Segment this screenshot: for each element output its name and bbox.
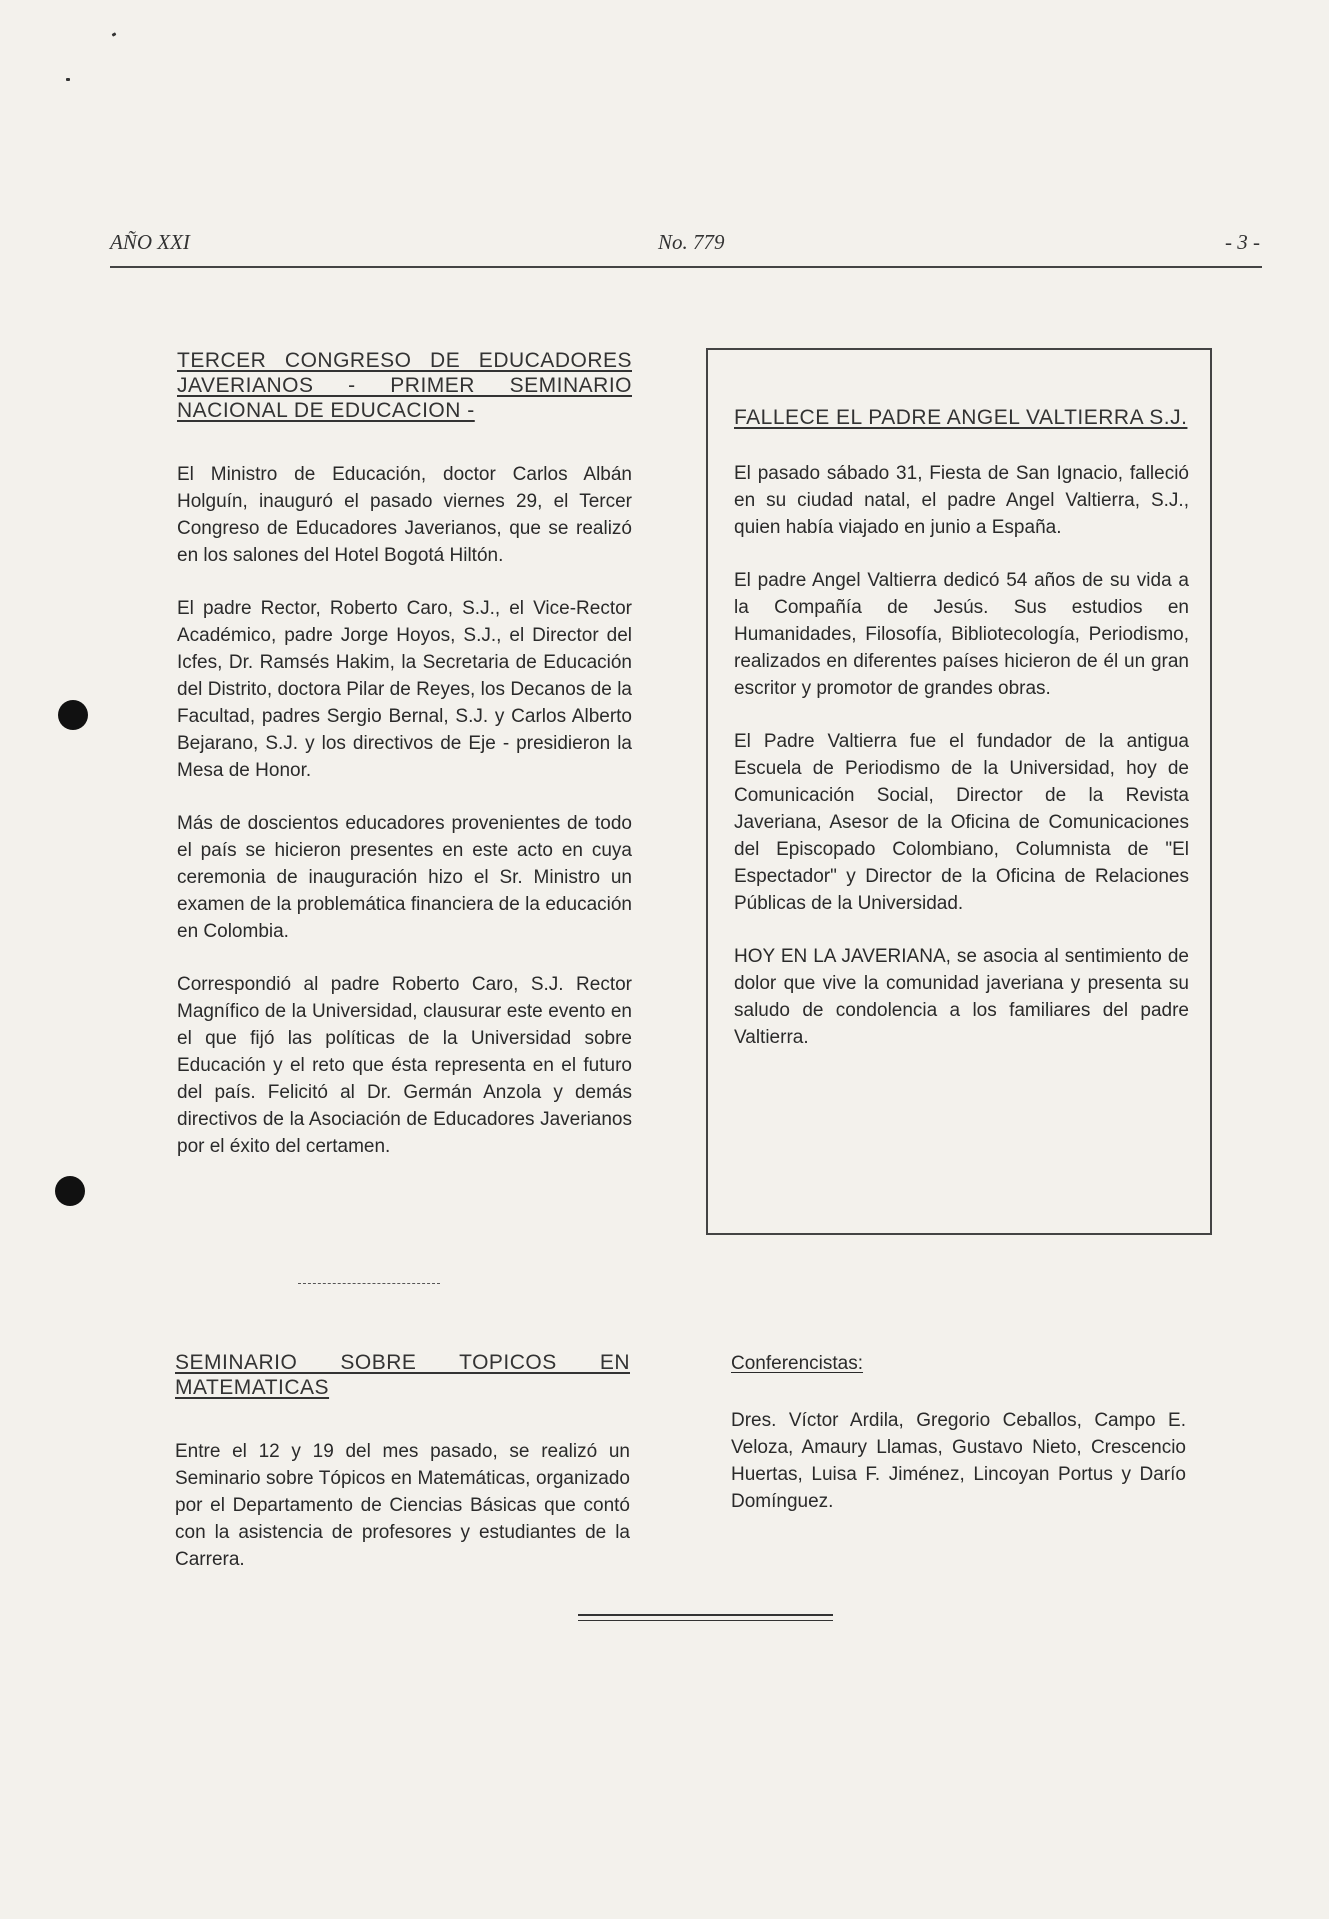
article-congreso-title: TERCER CONGRESO DE EDUCADORES JAVERIANOS - PRIMER SEMINARIO NACIONAL DE EDUCACION - [177, 349, 632, 422]
article-paragraph: Más de doscientos educadores provenientes de todo el país se hicieron presentes en este acto en cuya ceremonia de inauguración hizo el Sr. Ministro un examen de la problemática financiera de la educación en Colombia. [177, 813, 632, 942]
article-paragraph: Correspondió al padre Roberto Caro, S.J. Rector Magnífico de la Universidad, clausurar este evento en el que fijó las políticas de la Universidad sobre Educación y el reto que ésta representa en el futuro del país. Felicitó al Dr. Germán Anzola y demás directivos de la Asociación de Educadores Javerianos por el éxito del certamen. [177, 974, 632, 1157]
article-paragraph: El padre Angel Valtierra dedicó 54 años de su vida a la Compañía de Jesús. Sus estudios en Humanidades, Filosofía, Bibliotecología, Periodismo, realizados en diferentes países hicieron de él un gran escritor y promotor de grandes obras. [734, 570, 1189, 699]
article-paragraph: El pasado sábado 31, Fiesta de San Ignacio, falleció en su ciudad natal, el padre Angel Valtierra, S.J., quien había viajado en junio a España. [734, 463, 1189, 538]
section-separator [298, 1283, 440, 1284]
article-paragraph: HOY EN LA JAVERIANA, se asocia al sentimiento de dolor que vive la comunidad javeriana y presenta su saludo de condolencia a los familiares del padre Valtierra. [734, 946, 1189, 1048]
header-year: AÑO XXI [110, 230, 190, 254]
header-page-number: - 3 - [1225, 230, 1260, 254]
end-rule [578, 1614, 833, 1616]
article-valtierra-title: FALLECE EL PADRE ANGEL VALTIERRA S.J. [734, 406, 1188, 429]
article-paragraph: El padre Rector, Roberto Caro, S.J., el Vice-Rector Académico, padre Jorge Hoyos, S.J., el Director del Icfes, Dr. Ramsés Hakim, la Secretaria de Educación del Distrito, doctora Pilar de Reyes, los Decanos de la Facultad, padres Sergio Bernal, S.J. y Carlos Alberto Bejarano, S.J. y los directivos de Eje - presidieron la Mesa de Honor. [177, 598, 632, 781]
speakers-section [731, 1350, 1186, 1541]
paper-speck [66, 78, 70, 81]
punch-hole [58, 700, 88, 730]
article-valtierra [734, 405, 1189, 1077]
article-congreso [177, 348, 632, 1186]
header-issue-number: No. 779 [658, 230, 725, 254]
obituary-box [706, 348, 1212, 1235]
article-paragraph: El Padre Valtierra fue el fundador de la antigua Escuela de Periodismo de la Universidad, hoy de Comunicación Social, Director de la Revista Javeriana, Asesor de la Oficina de Comunicaciones del Episcopado Colombiano, Columnista de "El Espectador" y Director de la Oficina de Relaciones Públicas de la Universidad. [734, 731, 1189, 914]
page-header [110, 230, 1260, 260]
punch-hole [55, 1176, 85, 1206]
article-paragraph: Entre el 12 y 19 del mes pasado, se realizó un Seminario sobre Tópicos en Matemáticas, organizado por el Departamento de Ciencias Básicas que contó con la asistencia de profesores y estudiantes de la Carrera. [175, 1441, 630, 1570]
end-rule [578, 1620, 833, 1621]
paper-speck [112, 32, 117, 37]
speakers-title: Conferencistas: [731, 1353, 864, 1374]
article-paragraph: El Ministro de Educación, doctor Carlos Albán Holguín, inauguró el pasado viernes 29, el Tercer Congreso de Educadores Javerianos, que se realizó en los salones del Hotel Bogotá Hiltón. [177, 464, 632, 566]
speakers-list: Dres. Víctor Ardila, Gregorio Ceballos, Campo E. Veloza, Amaury Llamas, Gustavo Nieto, Crescencio Huertas, Luisa F. Jiménez, Lincoyan Portus y Darío Domínguez. [731, 1410, 1186, 1512]
article-seminario-title: SEMINARIO SOBRE TOPICOS EN MATEMATICAS [175, 1351, 630, 1399]
header-rule [110, 266, 1262, 268]
article-seminario [175, 1350, 630, 1599]
